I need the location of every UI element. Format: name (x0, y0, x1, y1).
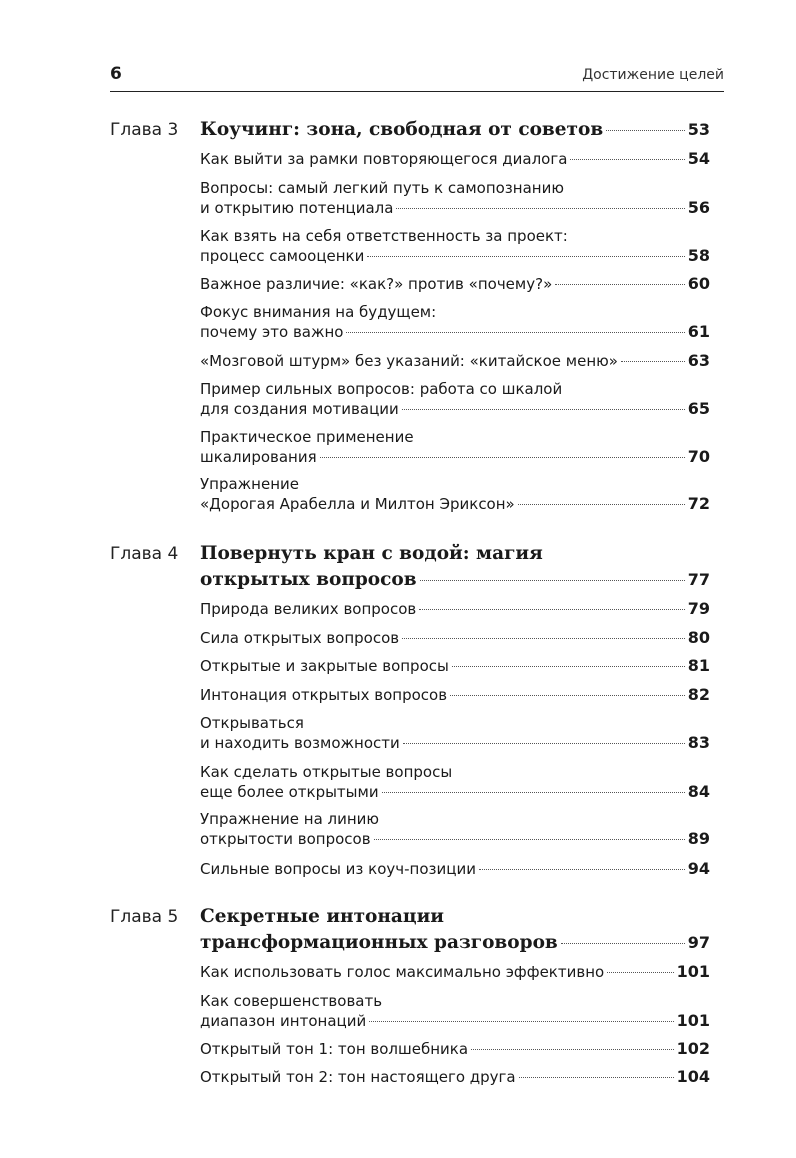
leader-dots (369, 1021, 673, 1022)
toc-entry[interactable] (200, 399, 710, 419)
entry-title-line1[interactable]: Пример сильных вопросов: работа со шкалой (200, 380, 563, 398)
entry-title: Как использовать голос максимально эффективно (200, 963, 605, 981)
leader-dots (519, 1077, 674, 1078)
leader-dots (570, 159, 684, 160)
chapter-title[interactable] (200, 568, 710, 592)
entry-title-line1[interactable]: Упражнение (200, 475, 299, 493)
entry-title-line1[interactable]: Упражнение на линию (200, 810, 380, 828)
entry-title: открытости вопросов (200, 830, 371, 848)
leader-dots (621, 361, 685, 362)
entry-title-line1[interactable]: Как сделать открытые вопросы (200, 763, 453, 781)
entry-page: 89 (687, 829, 710, 848)
entry-title-line1[interactable]: Как взять на себя ответственность за проект: (200, 227, 568, 245)
entry-page: 101 (676, 962, 710, 981)
toc-entry[interactable] (200, 447, 710, 467)
entry-title: Сила открытых вопросов (200, 629, 400, 647)
leader-dots (420, 580, 685, 581)
entry-page: 102 (676, 1039, 710, 1058)
leader-dots (419, 609, 685, 610)
toc-entry[interactable] (200, 829, 710, 849)
leader-dots (396, 208, 684, 209)
toc-entry[interactable] (200, 1011, 710, 1031)
entry-title: Природа великих вопросов (200, 600, 417, 618)
toc-entry[interactable] (200, 962, 710, 982)
chapter-label: Глава 3 (110, 120, 179, 140)
toc-entry[interactable] (200, 1067, 710, 1087)
toc-entry[interactable] (200, 599, 710, 619)
entry-title: диапазон интонаций (200, 1012, 367, 1030)
leader-dots (606, 130, 685, 131)
entry-page: 104 (676, 1067, 710, 1086)
chapter-title[interactable] (200, 118, 710, 142)
toc-entry[interactable] (200, 494, 710, 514)
entry-page: 94 (687, 859, 710, 878)
page-header (110, 64, 724, 88)
toc-entry[interactable] (200, 1039, 710, 1059)
entry-page: 79 (687, 599, 710, 618)
entry-page: 56 (687, 198, 710, 217)
entry-page: 65 (687, 399, 710, 418)
toc-entry[interactable] (200, 149, 710, 169)
chapter-label: Глава 4 (110, 544, 179, 564)
toc-entry[interactable] (200, 782, 710, 802)
entry-page: 81 (687, 656, 710, 675)
entry-title: почему это важно (200, 323, 344, 341)
entry-page: 61 (687, 322, 710, 341)
chapter-title-text: трансформационных разговоров (200, 932, 558, 953)
entry-title: шкалирования (200, 448, 317, 466)
toc-entry[interactable] (200, 198, 710, 218)
chapter-title-text: открытых вопросов (200, 569, 417, 590)
leader-dots (402, 638, 685, 639)
entry-page: 82 (687, 685, 710, 704)
leader-dots (479, 869, 685, 870)
entry-page: 63 (687, 351, 710, 370)
entry-title-line1[interactable]: Фокус внимания на будущем: (200, 303, 437, 321)
entry-title-line1[interactable]: Как совершенствовать (200, 992, 383, 1010)
entry-title: Открытый тон 2: тон настоящего друга (200, 1068, 516, 1086)
toc-entry[interactable] (200, 859, 710, 879)
chapter-title-line1[interactable]: Секретные интонации (200, 906, 445, 927)
entry-page: 80 (687, 628, 710, 647)
leader-dots (561, 943, 685, 944)
toc-entry[interactable] (200, 322, 710, 342)
entry-title: и находить возможности (200, 734, 400, 752)
chapter-page: 77 (687, 570, 710, 589)
entry-page: 58 (687, 246, 710, 265)
leader-dots (518, 504, 685, 505)
toc-entry[interactable] (200, 685, 710, 705)
entry-title-line1[interactable]: Практическое применение (200, 428, 414, 446)
toc-entry[interactable] (200, 246, 710, 266)
entry-title-line1[interactable]: Вопросы: самый легкий путь к самопознанию (200, 179, 564, 197)
entry-title: процесс самооценки (200, 247, 365, 265)
toc-entry[interactable] (200, 656, 710, 676)
entry-title: еще более открытыми (200, 783, 379, 801)
header-rule (110, 91, 724, 92)
chapter-label: Глава 5 (110, 907, 179, 927)
leader-dots (374, 839, 685, 840)
entry-page: 60 (687, 274, 710, 293)
toc-entry[interactable] (200, 274, 710, 294)
entry-title: для создания мотивации (200, 400, 399, 418)
entry-page: 54 (687, 149, 710, 168)
entry-page: 84 (687, 782, 710, 801)
entry-title: Как выйти за рамки повторяющегося диалога (200, 150, 568, 168)
leader-dots (402, 409, 685, 410)
chapter-title-line1[interactable]: Повернуть кран с водой: магия (200, 543, 543, 564)
entry-page: 70 (687, 447, 710, 466)
leader-dots (367, 256, 684, 257)
leader-dots (452, 666, 685, 667)
entry-title: Сильные вопросы из коуч-позиции (200, 860, 476, 878)
leader-dots (555, 284, 684, 285)
leader-dots (320, 457, 685, 458)
running-title: Достижение целей (582, 67, 724, 83)
entry-title: «Мозговой штурм» без указаний: «китайское меню» (200, 352, 618, 370)
toc-entry[interactable] (200, 628, 710, 648)
entry-page: 72 (687, 494, 710, 513)
leader-dots (403, 743, 685, 744)
entry-title-line1[interactable]: Открываться (200, 714, 304, 732)
entry-title: Важное различие: «как?» против «почему?» (200, 275, 553, 293)
toc-entry[interactable] (200, 733, 710, 753)
chapter-title-text: Коучинг: зона, свободная от советов (200, 119, 604, 140)
toc-entry[interactable] (200, 351, 710, 371)
entry-title: Открытый тон 1: тон волшебника (200, 1040, 469, 1058)
leader-dots (471, 1049, 674, 1050)
chapter-page: 53 (687, 120, 710, 139)
chapter-title[interactable] (200, 931, 710, 955)
leader-dots (346, 332, 684, 333)
entry-title: «Дорогая Арабелла и Милтон Эриксон» (200, 495, 515, 513)
entry-title: Открытые и закрытые вопросы (200, 657, 449, 675)
entry-page: 101 (676, 1011, 710, 1030)
leader-dots (450, 695, 685, 696)
leader-dots (607, 972, 673, 973)
entry-title: и открытию потенциала (200, 199, 394, 217)
entry-page: 83 (687, 733, 710, 752)
leader-dots (382, 792, 685, 793)
entry-title: Интонация открытых вопросов (200, 686, 448, 704)
page-number: 6 (110, 64, 122, 84)
chapter-page: 97 (687, 933, 710, 952)
